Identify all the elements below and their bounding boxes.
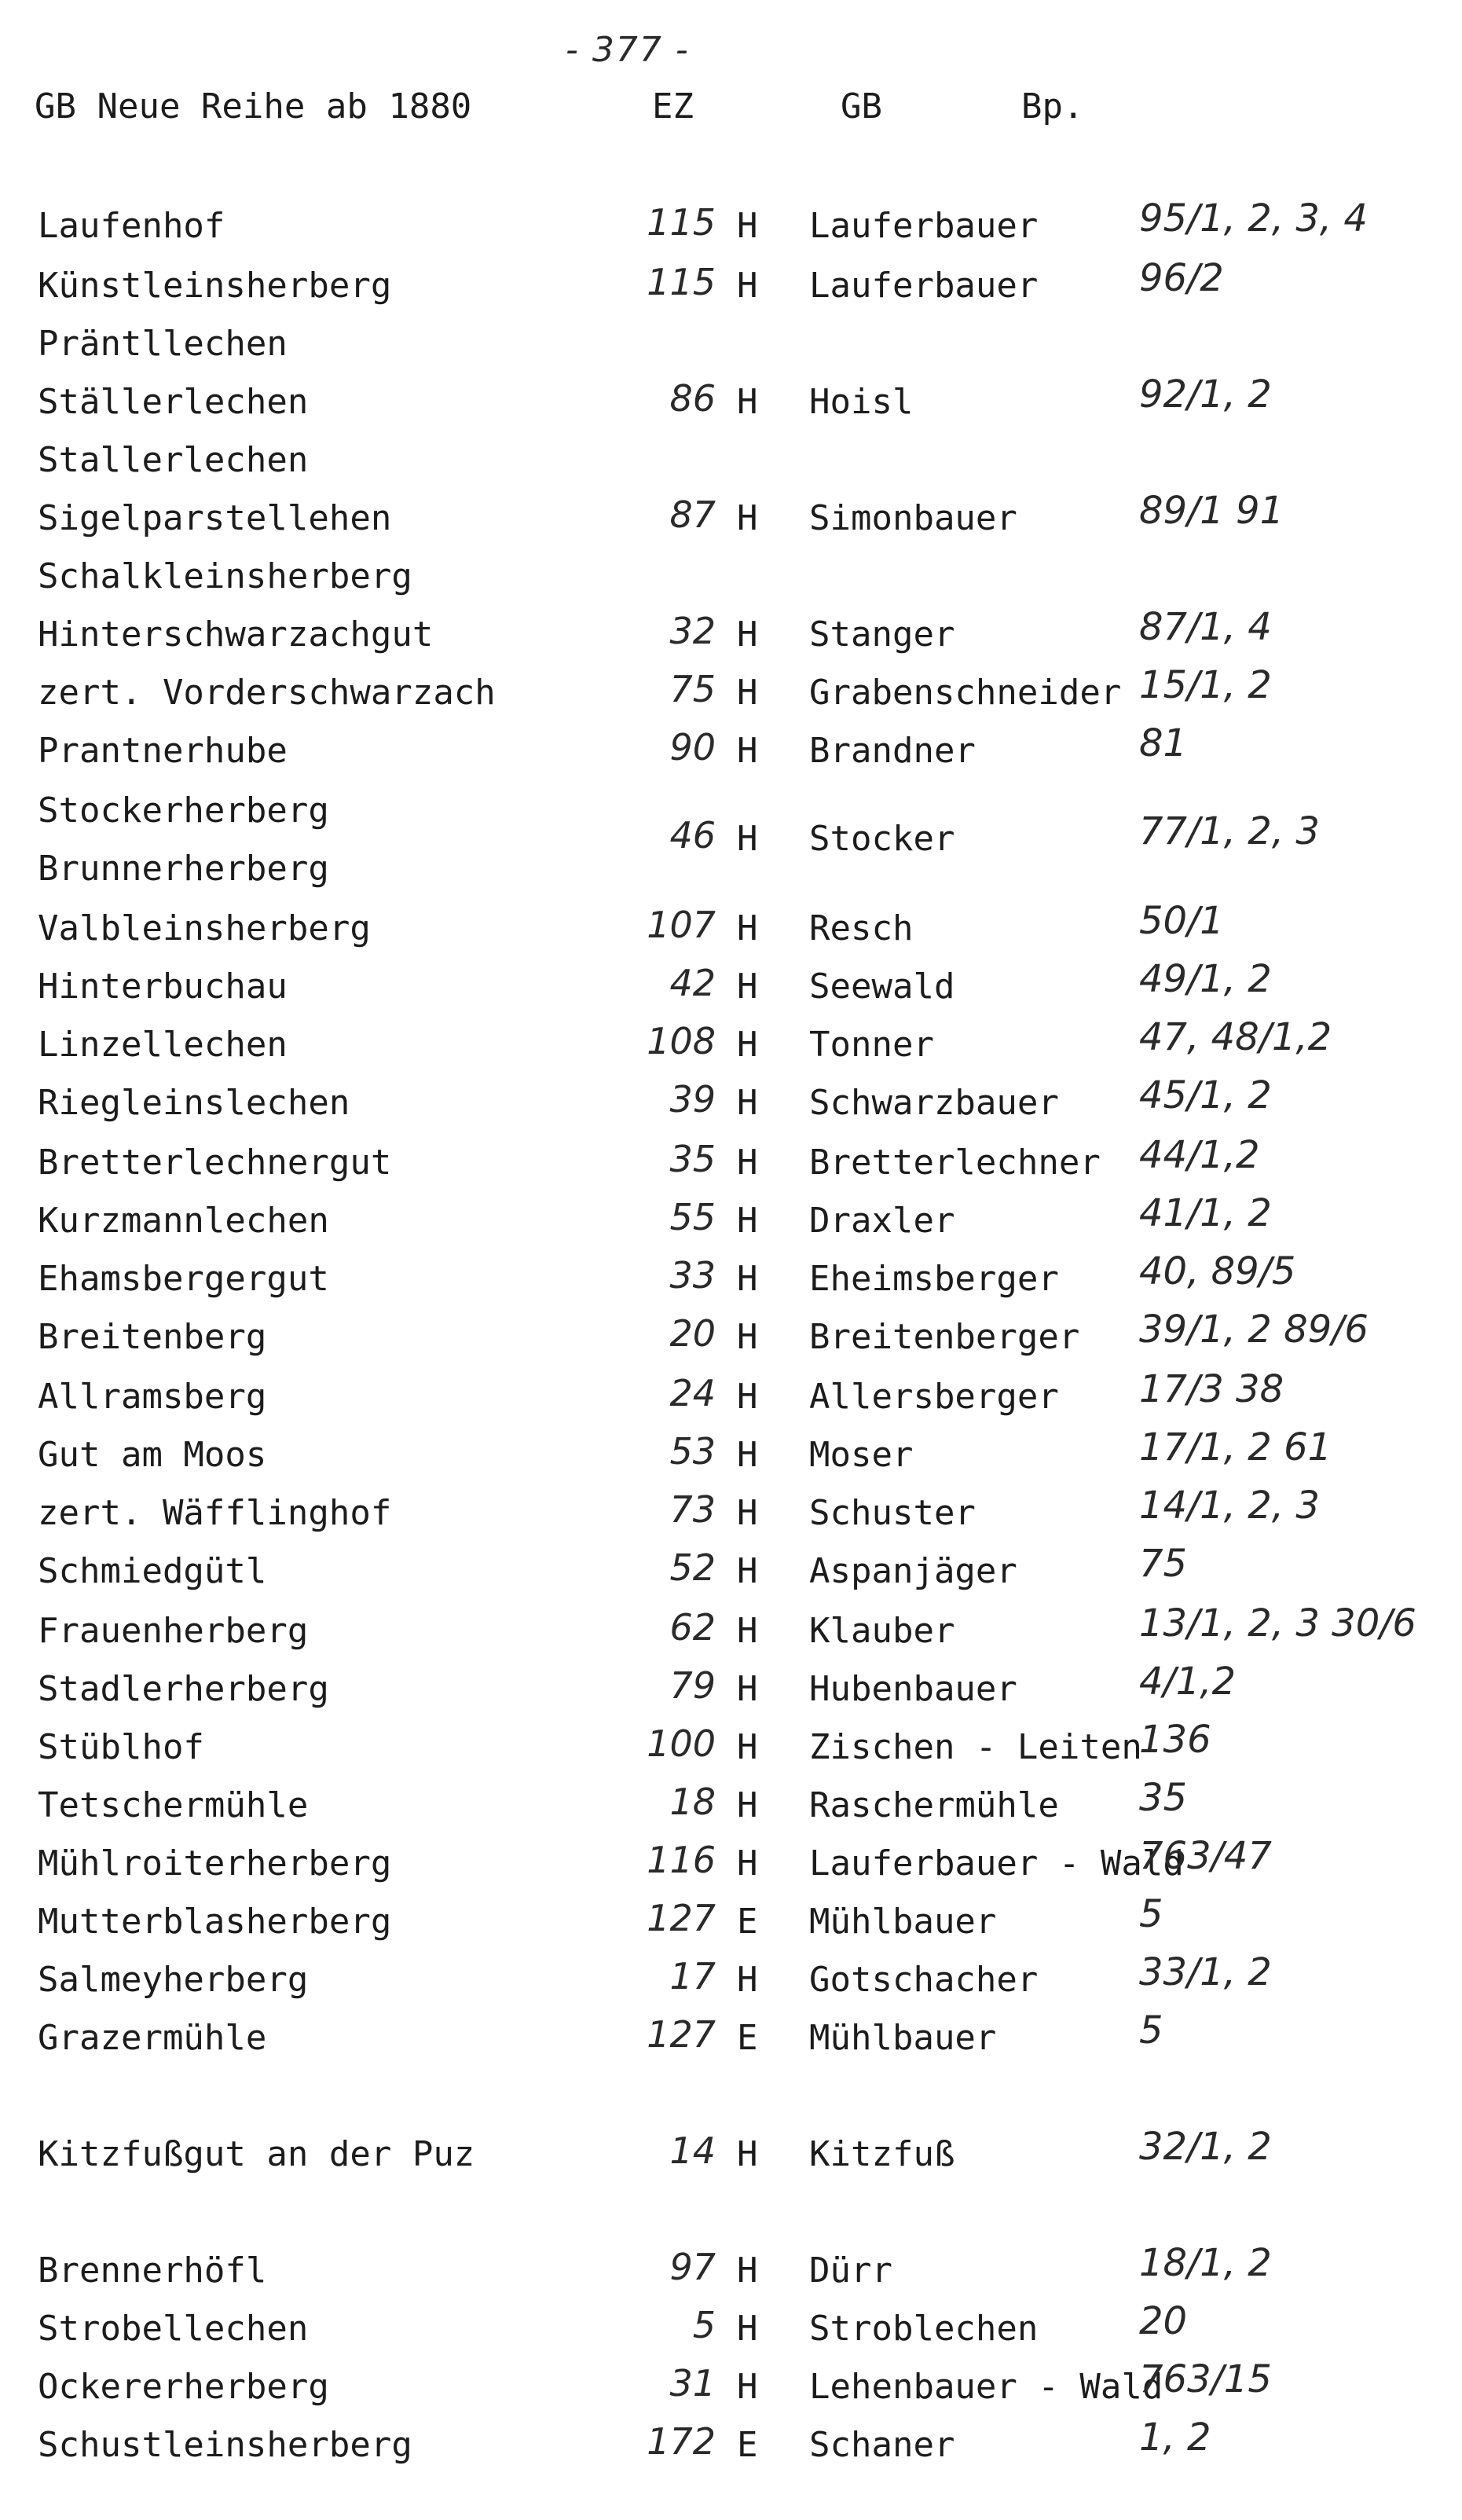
gb-owner: Stroblechen bbox=[809, 2309, 1039, 2349]
bp-parcels: 92/1, 2 bbox=[1139, 372, 1272, 416]
gb-owner: Lauferbauer bbox=[809, 206, 1039, 246]
table-row bbox=[0, 2010, 1462, 2068]
ez-number: 52 bbox=[669, 1546, 716, 1589]
table-row bbox=[0, 1369, 1462, 1427]
ez-type: E bbox=[737, 2018, 758, 2058]
place-name: Bretterlechnergut bbox=[38, 1143, 392, 1183]
gb-owner: Aspanjäger bbox=[809, 1551, 1017, 1591]
place-name: Ockererherberg bbox=[38, 2367, 329, 2407]
place-name: Laufenhof bbox=[38, 206, 225, 246]
bp-parcels: 96/2 bbox=[1139, 256, 1224, 300]
ez-number: 115 bbox=[647, 201, 716, 244]
table-row bbox=[0, 316, 1462, 374]
place-name: Künstleinsherberg bbox=[38, 266, 392, 306]
place-name: Strobellechen bbox=[38, 2309, 309, 2349]
ez-type: H bbox=[737, 1785, 758, 1825]
table-row bbox=[0, 490, 1462, 548]
ez-type: H bbox=[737, 1083, 758, 1123]
place-name: Breitenberg bbox=[38, 1317, 267, 1357]
ez-type: H bbox=[737, 1377, 758, 1417]
ez-type: H bbox=[737, 1611, 758, 1651]
bp-parcels: 40, 89/5 bbox=[1139, 1249, 1296, 1293]
gb-owner: Draxler bbox=[809, 1201, 955, 1241]
gb-owner: Mühlbauer bbox=[809, 1902, 997, 1942]
ez-number: 32 bbox=[669, 610, 716, 652]
table-row bbox=[0, 1017, 1462, 1075]
ez-number: 100 bbox=[647, 1722, 716, 1765]
ez-type: H bbox=[737, 1551, 758, 1591]
gb-owner: Zischen - Leiten bbox=[809, 1727, 1142, 1767]
gb-owner: Bretterlechner bbox=[809, 1143, 1101, 1183]
bp-parcels: 13/1, 2, 3 30/6 bbox=[1139, 1601, 1416, 1645]
header-ez: EZ bbox=[652, 86, 694, 127]
place-name: Frauenherberg bbox=[38, 1611, 309, 1651]
ez-number: 73 bbox=[669, 1488, 716, 1531]
gb-owner: Resch bbox=[809, 908, 914, 948]
gb-owner: Stanger bbox=[809, 614, 955, 655]
place-name: Schmiedgütl bbox=[38, 1551, 267, 1591]
header-title: GB Neue Reihe ab 1880 bbox=[35, 86, 472, 127]
gb-owner: Kitzfuß bbox=[809, 2134, 955, 2174]
place-name: Schalkleinsherberg bbox=[38, 556, 412, 596]
table-row bbox=[0, 374, 1462, 432]
gb-owner: Klauber bbox=[809, 1611, 955, 1651]
ez-type: H bbox=[737, 673, 758, 713]
ez-type: E bbox=[737, 1902, 758, 1942]
header-gb: GB bbox=[841, 86, 882, 127]
gb-owner: Grabenschneider bbox=[809, 673, 1122, 713]
table-row bbox=[0, 1485, 1462, 1543]
bp-parcels: 49/1, 2 bbox=[1139, 957, 1272, 1001]
table-row bbox=[0, 723, 1462, 781]
header-bp: Bp. bbox=[1021, 86, 1084, 127]
ez-number: 55 bbox=[669, 1196, 716, 1238]
place-name: Riegleinslechen bbox=[38, 1083, 350, 1123]
table-row bbox=[0, 1777, 1462, 1836]
table-row bbox=[0, 1075, 1462, 1133]
page-number: - 377 - bbox=[566, 30, 690, 70]
bp-parcels: 89/1 91 bbox=[1139, 489, 1284, 533]
bp-parcels: 763/15 bbox=[1139, 2357, 1272, 2401]
ez-number: 31 bbox=[669, 2362, 716, 2404]
table-row bbox=[0, 665, 1462, 723]
table-row bbox=[0, 959, 1462, 1017]
place-name: Präntllechen bbox=[38, 324, 288, 364]
table-row bbox=[0, 2243, 1462, 2301]
bp-parcels: 95/1, 2, 3, 4 bbox=[1139, 196, 1368, 240]
table-row bbox=[0, 1661, 1462, 1719]
table-row bbox=[0, 2359, 1462, 2417]
table-row bbox=[0, 1543, 1462, 1601]
gb-owner: Raschermühle bbox=[809, 1785, 1059, 1825]
ez-number: 107 bbox=[647, 904, 716, 946]
place-name: Stadlerherberg bbox=[38, 1669, 329, 1709]
place-name: Brunnerherberg bbox=[38, 849, 329, 889]
ez-type: H bbox=[737, 1960, 758, 2000]
table-row bbox=[0, 1719, 1462, 1777]
gb-owner: Stocker bbox=[809, 819, 955, 859]
bp-parcels: 33/1, 2 bbox=[1139, 1950, 1272, 1994]
bp-parcels: 136 bbox=[1139, 1718, 1211, 1762]
ez-type: H bbox=[737, 382, 758, 422]
ez-number: 20 bbox=[669, 1312, 716, 1355]
gb-owner: Hoisl bbox=[809, 382, 914, 422]
ez-type: H bbox=[737, 1201, 758, 1241]
table-row bbox=[0, 1309, 1462, 1367]
gb-owner: Tonner bbox=[809, 1025, 934, 1065]
ez-type: H bbox=[737, 819, 758, 859]
bp-parcels: 50/1 bbox=[1139, 899, 1224, 943]
place-name: Valbleinsherberg bbox=[38, 908, 371, 948]
place-name: Hinterschwarzachgut bbox=[38, 614, 434, 655]
place-name: zert. Wäfflinghof bbox=[38, 1493, 392, 1533]
table-row bbox=[0, 1427, 1462, 1485]
table-row bbox=[0, 1603, 1462, 1661]
gb-owner: Mühlbauer bbox=[809, 2018, 997, 2058]
gb-owner: Lauferbauer bbox=[809, 266, 1039, 306]
ez-type: H bbox=[737, 1843, 758, 1884]
ez-number: 75 bbox=[669, 668, 716, 710]
bp-parcels: 45/1, 2 bbox=[1139, 1073, 1272, 1117]
bp-parcels: 81 bbox=[1139, 721, 1188, 765]
bp-parcels: 18/1, 2 bbox=[1139, 2241, 1272, 2285]
bp-parcels: 17/3 38 bbox=[1139, 1367, 1284, 1411]
table-row bbox=[0, 2126, 1462, 2184]
place-name: Allramsberg bbox=[38, 1377, 267, 1417]
ez-type: H bbox=[737, 2309, 758, 2349]
place-name: Brennerhöfl bbox=[38, 2250, 267, 2291]
bp-parcels: 44/1,2 bbox=[1139, 1133, 1260, 1177]
ez-number: 127 bbox=[647, 1897, 716, 1939]
ez-number: 79 bbox=[669, 1664, 716, 1707]
bp-parcels: 41/1, 2 bbox=[1139, 1191, 1272, 1235]
gb-owner: Lauferbauer - Wald bbox=[809, 1843, 1184, 1884]
gb-owner: Dürr bbox=[809, 2250, 892, 2291]
place-name: Stockerherberg bbox=[38, 790, 329, 831]
ez-number: 14 bbox=[669, 2129, 716, 2172]
ez-type: H bbox=[737, 967, 758, 1007]
bp-parcels: 39/1, 2 89/6 bbox=[1139, 1308, 1369, 1352]
ez-type: H bbox=[737, 1025, 758, 1065]
bp-parcels: 15/1, 2 bbox=[1139, 663, 1272, 707]
ez-type: H bbox=[737, 908, 758, 948]
place-name: Hinterbuchau bbox=[38, 967, 288, 1007]
ez-number: 35 bbox=[669, 1138, 716, 1180]
ez-type: H bbox=[737, 1493, 758, 1533]
ez-type: H bbox=[737, 2367, 758, 2407]
ez-number: 116 bbox=[647, 1839, 716, 1881]
gb-owner: Schuster bbox=[809, 1493, 976, 1533]
ez-number: 39 bbox=[669, 1078, 716, 1121]
table-row bbox=[0, 1836, 1462, 1894]
place-name: Ehamsbergergut bbox=[38, 1259, 329, 1299]
ez-type: H bbox=[737, 1259, 758, 1299]
gb-owner: Gotschacher bbox=[809, 1960, 1039, 2000]
ez-type: H bbox=[737, 2250, 758, 2291]
place-name: Stüblhof bbox=[38, 1727, 204, 1767]
place-name: Gut am Moos bbox=[38, 1435, 267, 1475]
ez-type: H bbox=[737, 614, 758, 655]
gb-owner: Eheimsberger bbox=[809, 1259, 1059, 1299]
place-name: zert. Vorderschwarzach bbox=[38, 673, 496, 713]
bp-parcels: 35 bbox=[1139, 1776, 1188, 1820]
gb-owner: Lehenbauer - Wald bbox=[809, 2367, 1163, 2407]
ez-number: 24 bbox=[669, 1372, 716, 1414]
ez-type: H bbox=[737, 266, 758, 306]
ez-number: 62 bbox=[669, 1606, 716, 1649]
place-name: Mühlroiterherberg bbox=[38, 1843, 392, 1884]
table-row bbox=[0, 258, 1462, 316]
place-name: Kurzmannlechen bbox=[38, 1201, 329, 1241]
ez-number: 97 bbox=[669, 2246, 716, 2288]
bp-parcels: 17/1, 2 61 bbox=[1139, 1425, 1332, 1469]
bp-parcels: 47, 48/1,2 bbox=[1139, 1015, 1332, 1059]
ez-type: H bbox=[737, 731, 758, 771]
ez-number: 87 bbox=[669, 493, 716, 536]
ez-number: 127 bbox=[647, 2013, 716, 2056]
table-row bbox=[0, 548, 1462, 607]
ez-number: 53 bbox=[669, 1430, 716, 1473]
ez-number: 46 bbox=[669, 814, 716, 857]
place-name: Stallerlechen bbox=[38, 440, 309, 480]
ez-number: 172 bbox=[647, 2420, 716, 2463]
bp-parcels: 32/1, 2 bbox=[1139, 2125, 1272, 2169]
table-row bbox=[0, 1251, 1462, 1309]
gb-owner: Allersberger bbox=[809, 1377, 1059, 1417]
bp-parcels: 5 bbox=[1139, 1892, 1163, 1936]
gb-owner: Schwarzbauer bbox=[809, 1083, 1059, 1123]
bp-parcels: 75 bbox=[1139, 1542, 1188, 1586]
table-row bbox=[0, 2301, 1462, 2359]
ez-type: H bbox=[737, 1317, 758, 1357]
ez-number: 17 bbox=[669, 1955, 716, 1997]
place-name: Sigelparstellehen bbox=[38, 498, 392, 538]
ez-number: 90 bbox=[669, 726, 716, 768]
gb-owner: Breitenberger bbox=[809, 1317, 1080, 1357]
bp-parcels: 4/1,2 bbox=[1139, 1660, 1237, 1704]
bp-parcels: 763/47 bbox=[1139, 1834, 1272, 1878]
place-name: Schustleinsherberg bbox=[38, 2425, 412, 2465]
bp-parcels: 14/1, 2, 3 bbox=[1139, 1484, 1320, 1528]
table-row bbox=[0, 1952, 1462, 2010]
place-name: Tetschermühle bbox=[38, 1785, 309, 1825]
ez-number: 86 bbox=[669, 377, 716, 420]
bp-parcels: 5 bbox=[1139, 2008, 1163, 2052]
place-name: Linzellechen bbox=[38, 1025, 288, 1065]
ez-type: H bbox=[737, 498, 758, 538]
ez-number: 33 bbox=[669, 1254, 716, 1297]
gb-owner: Brandner bbox=[809, 731, 976, 771]
ez-number: 108 bbox=[647, 1020, 716, 1062]
gb-owner: Seewald bbox=[809, 967, 955, 1007]
bp-parcels: 20 bbox=[1139, 2299, 1188, 2343]
ez-number: 18 bbox=[669, 1781, 716, 1823]
table-row bbox=[0, 901, 1462, 959]
ez-type: H bbox=[737, 2134, 758, 2174]
place-name: Grazermühle bbox=[38, 2018, 267, 2058]
bp-parcels: 87/1, 4 bbox=[1139, 605, 1272, 649]
ez-number: 115 bbox=[647, 261, 716, 303]
place-name: Ställerlechen bbox=[38, 382, 309, 422]
place-name: Mutterblasherberg bbox=[38, 1902, 392, 1942]
gb-owner: Simonbauer bbox=[809, 498, 1017, 538]
table-row bbox=[0, 1894, 1462, 1952]
table-row bbox=[0, 198, 1462, 256]
place-name: Kitzfußgut an der Puz bbox=[38, 2134, 475, 2174]
table-row bbox=[0, 1193, 1462, 1251]
gb-owner: Moser bbox=[809, 1435, 914, 1475]
gb-owner: Schaner bbox=[809, 2425, 955, 2465]
table-row bbox=[0, 607, 1462, 665]
table-row bbox=[0, 1135, 1462, 1193]
ez-type: H bbox=[737, 1143, 758, 1183]
table-row bbox=[0, 432, 1462, 490]
ez-number: 42 bbox=[669, 962, 716, 1004]
bp-parcels: 1, 2 bbox=[1139, 2415, 1211, 2459]
ez-type: E bbox=[737, 2425, 758, 2465]
place-name: Prantnerhube bbox=[38, 731, 288, 771]
ez-type: H bbox=[737, 1727, 758, 1767]
table-row bbox=[0, 2417, 1462, 2475]
ez-type: H bbox=[737, 206, 758, 246]
ez-type: H bbox=[737, 1435, 758, 1475]
bp-parcels: 77/1, 2, 3 bbox=[1139, 809, 1320, 853]
ez-type: H bbox=[737, 1669, 758, 1709]
place-name: Salmeyherberg bbox=[38, 1960, 309, 2000]
gb-owner: Hubenbauer bbox=[809, 1669, 1017, 1709]
ez-number: 5 bbox=[692, 2304, 716, 2346]
